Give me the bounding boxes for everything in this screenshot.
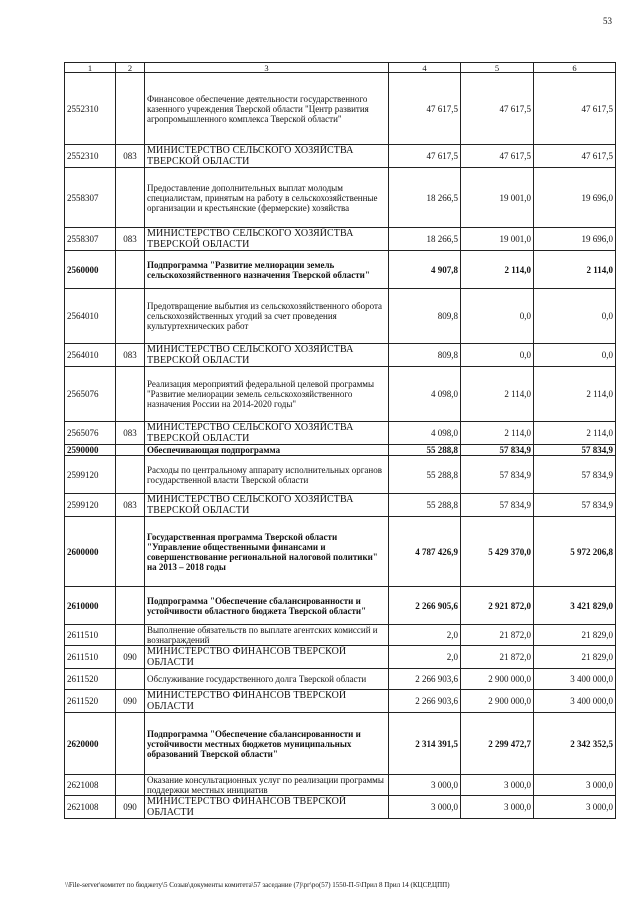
value-col5-cell: 57 834,9 xyxy=(461,494,534,517)
value-col4-cell: 18 266,5 xyxy=(389,168,461,228)
code-cell: 2565076 xyxy=(65,422,116,445)
expense-type-cell xyxy=(116,775,145,796)
value-col4-cell: 55 288,8 xyxy=(389,456,461,494)
value-col4-cell: 2 266 905,6 xyxy=(389,587,461,625)
table-row xyxy=(65,367,616,422)
value-col6-cell: 47 617,5 xyxy=(534,73,616,145)
name-cell: Реализация мероприятий федеральной целевой программы "Развитие мелиорации земель сельскохозяйственного назначения России на 2014-2020 годы" xyxy=(145,367,389,422)
code-cell: 2565076 xyxy=(65,367,116,422)
value-col4-cell: 4 098,0 xyxy=(389,422,461,445)
col-header-5: 5 xyxy=(461,63,534,73)
value-col4-cell: 18 266,5 xyxy=(389,228,461,251)
expense-type-cell xyxy=(116,367,145,422)
code-cell: 2599120 xyxy=(65,456,116,494)
expense-type-cell: 083 xyxy=(116,422,145,445)
value-col5-cell: 2 299 472,7 xyxy=(461,713,534,775)
value-col6-cell: 3 421 829,0 xyxy=(534,587,616,625)
code-cell: 2611510 xyxy=(65,646,116,669)
value-col4-cell: 809,8 xyxy=(389,344,461,367)
table-row xyxy=(65,168,616,228)
table-row xyxy=(65,494,616,517)
table-row xyxy=(65,669,616,690)
code-cell: 2552310 xyxy=(65,73,116,145)
expense-type-cell xyxy=(116,669,145,690)
value-col5-cell: 2 114,0 xyxy=(461,422,534,445)
value-col5-cell: 57 834,9 xyxy=(461,445,534,456)
col-header-6: 6 xyxy=(534,63,616,73)
expense-type-cell xyxy=(116,456,145,494)
value-col5-cell: 2 900 000,0 xyxy=(461,690,534,713)
value-col5-cell: 3 000,0 xyxy=(461,796,534,819)
value-col4-cell: 2,0 xyxy=(389,646,461,669)
value-col5-cell: 3 000,0 xyxy=(461,775,534,796)
code-cell: 2558307 xyxy=(65,228,116,251)
code-cell: 2620000 xyxy=(65,713,116,775)
name-cell: МИНИСТЕРСТВО СЕЛЬСКОГО ХОЗЯЙСТВА ТВЕРСКОЙ ОБЛАСТИ xyxy=(145,145,389,168)
value-col5-cell: 5 429 370,0 xyxy=(461,517,534,587)
value-col4-cell: 47 617,5 xyxy=(389,145,461,168)
name-cell: Выполнение обязательств по выплате агентских комиссий и вознаграждений xyxy=(145,625,389,646)
code-cell: 2611510 xyxy=(65,625,116,646)
col-header-3: 3 xyxy=(145,63,389,73)
value-col4-cell: 3 000,0 xyxy=(389,796,461,819)
value-col4-cell: 4 907,8 xyxy=(389,251,461,289)
name-cell: Предотвращение выбытия из сельскохозяйственного оборота сельскохозяйственных угодий за счет проведения культуртехнических работ xyxy=(145,289,389,344)
table-row xyxy=(65,251,616,289)
name-cell: МИНИСТЕРСТВО СЕЛЬСКОГО ХОЗЯЙСТВА ТВЕРСКОЙ ОБЛАСТИ xyxy=(145,422,389,445)
table-row xyxy=(65,344,616,367)
code-cell: 2590000 xyxy=(65,445,116,456)
expense-type-cell xyxy=(116,625,145,646)
name-cell: МИНИСТЕРСТВО СЕЛЬСКОГО ХОЗЯЙСТВА ТВЕРСКОЙ ОБЛАСТИ xyxy=(145,228,389,251)
value-col4-cell: 2,0 xyxy=(389,625,461,646)
expense-type-cell xyxy=(116,73,145,145)
value-col6-cell: 2 114,0 xyxy=(534,422,616,445)
value-col6-cell: 0,0 xyxy=(534,289,616,344)
code-cell: 2611520 xyxy=(65,690,116,713)
expense-type-cell: 090 xyxy=(116,646,145,669)
value-col4-cell: 55 288,8 xyxy=(389,494,461,517)
table-row xyxy=(65,73,616,145)
name-cell: Подпрограмма "Обеспечение сбалансированности и устойчивости местных бюджетов муниципальных образований Тверской области" xyxy=(145,713,389,775)
value-col5-cell: 0,0 xyxy=(461,344,534,367)
value-col6-cell: 3 000,0 xyxy=(534,796,616,819)
value-col6-cell: 21 829,0 xyxy=(534,646,616,669)
value-col6-cell: 21 829,0 xyxy=(534,625,616,646)
value-col6-cell: 19 696,0 xyxy=(534,228,616,251)
value-col5-cell: 2 921 872,0 xyxy=(461,587,534,625)
table-header-row xyxy=(65,63,616,73)
value-col4-cell: 2 314 391,5 xyxy=(389,713,461,775)
value-col6-cell: 5 972 206,8 xyxy=(534,517,616,587)
table-row xyxy=(65,646,616,669)
name-cell: МИНИСТЕРСТВО ФИНАНСОВ ТВЕРСКОЙ ОБЛАСТИ xyxy=(145,690,389,713)
value-col6-cell: 2 114,0 xyxy=(534,251,616,289)
value-col6-cell: 3 000,0 xyxy=(534,775,616,796)
value-col4-cell: 47 617,5 xyxy=(389,73,461,145)
value-col6-cell: 2 114,0 xyxy=(534,367,616,422)
value-col6-cell: 47 617,5 xyxy=(534,145,616,168)
name-cell: Финансовое обеспечение деятельности государственного казенного учреждения Тверской области "Центр развития агропромышленного комплекса Тверской области" xyxy=(145,73,389,145)
value-col5-cell: 47 617,5 xyxy=(461,73,534,145)
table-row xyxy=(65,289,616,344)
expense-type-cell xyxy=(116,445,145,456)
name-cell: МИНИСТЕРСТВО ФИНАНСОВ ТВЕРСКОЙ ОБЛАСТИ xyxy=(145,646,389,669)
value-col6-cell: 3 400 000,0 xyxy=(534,669,616,690)
value-col4-cell: 4 787 426,9 xyxy=(389,517,461,587)
code-cell: 2599120 xyxy=(65,494,116,517)
table-row xyxy=(65,625,616,646)
code-cell: 2560000 xyxy=(65,251,116,289)
value-col5-cell: 0,0 xyxy=(461,289,534,344)
value-col6-cell: 19 696,0 xyxy=(534,168,616,228)
value-col5-cell: 21 872,0 xyxy=(461,646,534,669)
value-col6-cell: 2 342 352,5 xyxy=(534,713,616,775)
expense-type-cell: 083 xyxy=(116,344,145,367)
table-row xyxy=(65,422,616,445)
code-cell: 2552310 xyxy=(65,145,116,168)
expense-type-cell: 083 xyxy=(116,494,145,517)
expense-type-cell xyxy=(116,713,145,775)
table-row xyxy=(65,713,616,775)
value-col5-cell: 57 834,9 xyxy=(461,456,534,494)
expense-type-cell xyxy=(116,517,145,587)
code-cell: 2600000 xyxy=(65,517,116,587)
expense-type-cell: 083 xyxy=(116,145,145,168)
expense-type-cell: 090 xyxy=(116,690,145,713)
expense-type-cell xyxy=(116,587,145,625)
code-cell: 2611520 xyxy=(65,669,116,690)
value-col5-cell: 47 617,5 xyxy=(461,145,534,168)
code-cell: 2564010 xyxy=(65,289,116,344)
value-col5-cell: 19 001,0 xyxy=(461,228,534,251)
value-col5-cell: 2 114,0 xyxy=(461,367,534,422)
table-row xyxy=(65,445,616,456)
name-cell: Государственная программа Тверской области "Управление общественными финансами и совершенствование региональной налоговой политики" на 2013 – 2018 годы xyxy=(145,517,389,587)
expense-type-cell xyxy=(116,168,145,228)
value-col4-cell: 4 098,0 xyxy=(389,367,461,422)
page-number: 53 xyxy=(603,16,612,26)
expense-type-cell: 083 xyxy=(116,228,145,251)
table-row xyxy=(65,587,616,625)
name-cell: Оказание консультационных услуг по реализации программы поддержки местных инициатив xyxy=(145,775,389,796)
value-col4-cell: 3 000,0 xyxy=(389,775,461,796)
name-cell: МИНИСТЕРСТВО СЕЛЬСКОГО ХОЗЯЙСТВА ТВЕРСКОЙ ОБЛАСТИ xyxy=(145,344,389,367)
table-row xyxy=(65,796,616,819)
expense-type-cell xyxy=(116,251,145,289)
name-cell: МИНИСТЕРСТВО СЕЛЬСКОГО ХОЗЯЙСТВА ТВЕРСКОЙ ОБЛАСТИ xyxy=(145,494,389,517)
value-col6-cell: 57 834,9 xyxy=(534,456,616,494)
col-header-1: 1 xyxy=(65,63,116,73)
value-col6-cell: 0,0 xyxy=(534,344,616,367)
col-header-4: 4 xyxy=(389,63,461,73)
name-cell: Расходы по центральному аппарату исполнительных органов государственной власти Тверской области xyxy=(145,456,389,494)
value-col6-cell: 3 400 000,0 xyxy=(534,690,616,713)
value-col5-cell: 2 900 000,0 xyxy=(461,669,534,690)
table-row xyxy=(65,517,616,587)
file-path-footer: \\File-server\комитет по бюджету\5 Созыв\документы комитета\57 заседание (7)\рг\ро(57) 1550-П-5\Прил 8 Прил 14 (КЦСР,ЦПП) xyxy=(65,881,450,889)
value-col5-cell: 19 001,0 xyxy=(461,168,534,228)
value-col4-cell: 2 266 903,6 xyxy=(389,690,461,713)
name-cell: Обслуживание государственного долга Тверской области xyxy=(145,669,389,690)
name-cell: Обеспечивающая подпрограмма xyxy=(145,445,389,456)
code-cell: 2621008 xyxy=(65,796,116,819)
name-cell: МИНИСТЕРСТВО ФИНАНСОВ ТВЕРСКОЙ ОБЛАСТИ xyxy=(145,796,389,819)
table-row xyxy=(65,775,616,796)
budget-table xyxy=(64,62,616,819)
table-row xyxy=(65,228,616,251)
value-col5-cell: 2 114,0 xyxy=(461,251,534,289)
expense-type-cell: 090 xyxy=(116,796,145,819)
code-cell: 2610000 xyxy=(65,587,116,625)
table-row xyxy=(65,690,616,713)
value-col6-cell: 57 834,9 xyxy=(534,445,616,456)
table-row xyxy=(65,456,616,494)
value-col4-cell: 809,8 xyxy=(389,289,461,344)
value-col5-cell: 21 872,0 xyxy=(461,625,534,646)
code-cell: 2564010 xyxy=(65,344,116,367)
value-col4-cell: 55 288,8 xyxy=(389,445,461,456)
col-header-2: 2 xyxy=(116,63,145,73)
name-cell: Подпрограмма "Обеспечение сбалансированности и устойчивости областного бюджета Тверской области" xyxy=(145,587,389,625)
code-cell: 2621008 xyxy=(65,775,116,796)
code-cell: 2558307 xyxy=(65,168,116,228)
value-col4-cell: 2 266 903,6 xyxy=(389,669,461,690)
value-col6-cell: 57 834,9 xyxy=(534,494,616,517)
expense-type-cell xyxy=(116,289,145,344)
name-cell: Предоставление дополнительных выплат молодым специалистам, принятым на работу в сельскохозяйственные организации и крестьянские (фермерские) хозяйства xyxy=(145,168,389,228)
table-row xyxy=(65,145,616,168)
name-cell: Подпрограмма "Развитие мелиорации земель сельскохозяйственного назначения Тверской области" xyxy=(145,251,389,289)
